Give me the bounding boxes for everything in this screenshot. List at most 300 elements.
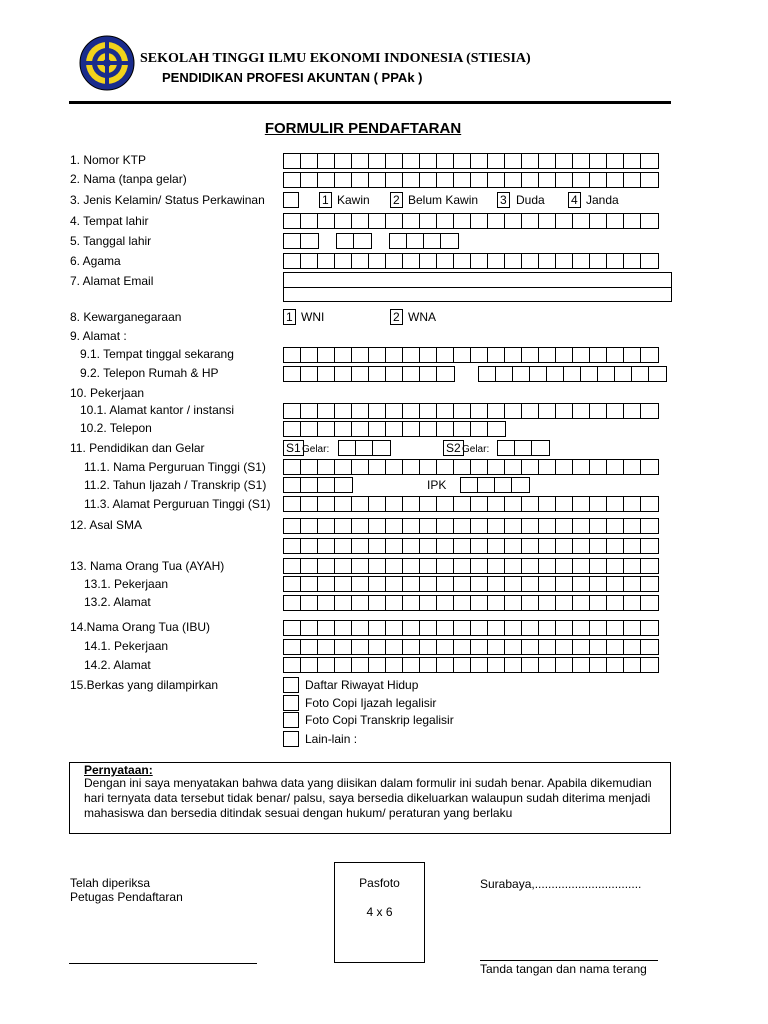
input-cell[interactable]: [403, 348, 420, 362]
input-cell[interactable]: [471, 497, 488, 511]
input-cell[interactable]: [539, 539, 556, 553]
input-cell[interactable]: [590, 254, 607, 268]
input-cell[interactable]: [403, 577, 420, 591]
input-cell[interactable]: [607, 254, 624, 268]
input-cell[interactable]: [335, 422, 352, 436]
input-cell[interactable]: [522, 460, 539, 474]
input-cell[interactable]: [335, 478, 352, 492]
input-cell[interactable]: [522, 596, 539, 610]
input-cell[interactable]: [301, 658, 318, 672]
input-cell[interactable]: [386, 658, 403, 672]
input-cell[interactable]: [505, 658, 522, 672]
input-cell[interactable]: [515, 441, 532, 455]
input-hp[interactable]: [478, 366, 667, 382]
checkbox-riwayat-hidup[interactable]: [283, 677, 299, 693]
input-cell[interactable]: [539, 214, 556, 228]
input-cell[interactable]: [624, 640, 641, 654]
input-cell[interactable]: [284, 154, 301, 168]
input-cell[interactable]: [437, 497, 454, 511]
input-cell[interactable]: [318, 404, 335, 418]
input-cell[interactable]: [352, 254, 369, 268]
input-cell[interactable]: [641, 348, 658, 362]
input-cell[interactable]: [318, 460, 335, 474]
input-cell[interactable]: [352, 596, 369, 610]
input-cell[interactable]: [488, 621, 505, 635]
input-cell[interactable]: [556, 577, 573, 591]
input-cell[interactable]: [284, 621, 301, 635]
input-cell[interactable]: [590, 154, 607, 168]
input-cell[interactable]: [488, 348, 505, 362]
input-cell[interactable]: [407, 234, 424, 248]
input-cell[interactable]: [284, 519, 301, 533]
input-cell[interactable]: [318, 173, 335, 187]
input-cell[interactable]: [505, 621, 522, 635]
input-cell[interactable]: [573, 559, 590, 573]
input-cell[interactable]: [369, 577, 386, 591]
input-cell[interactable]: [318, 367, 335, 381]
input-cell[interactable]: [335, 214, 352, 228]
input-cell[interactable]: [488, 539, 505, 553]
input-cell[interactable]: [505, 214, 522, 228]
input-cell[interactable]: [539, 497, 556, 511]
input-cell[interactable]: [454, 404, 471, 418]
input-cell[interactable]: [590, 539, 607, 553]
input-cell[interactable]: [284, 658, 301, 672]
input-cell[interactable]: [352, 173, 369, 187]
input-cell[interactable]: [318, 214, 335, 228]
input-nama-ayah[interactable]: [283, 558, 659, 574]
input-cell[interactable]: [454, 497, 471, 511]
input-cell[interactable]: [513, 367, 530, 381]
input-cell[interactable]: [471, 596, 488, 610]
input-cell[interactable]: [454, 539, 471, 553]
input-cell[interactable]: [641, 173, 658, 187]
input-cell[interactable]: [352, 497, 369, 511]
input-cell[interactable]: [607, 640, 624, 654]
input-cell[interactable]: [335, 460, 352, 474]
input-cell[interactable]: [641, 214, 658, 228]
input-cell[interactable]: [607, 460, 624, 474]
input-cell[interactable]: [454, 254, 471, 268]
input-cell[interactable]: [386, 173, 403, 187]
input-cell[interactable]: [522, 539, 539, 553]
input-cell[interactable]: [624, 621, 641, 635]
input-cell[interactable]: [556, 621, 573, 635]
input-cell[interactable]: [488, 422, 505, 436]
input-gelar-s1[interactable]: [338, 440, 391, 456]
input-cell[interactable]: [624, 460, 641, 474]
input-cell[interactable]: [641, 559, 658, 573]
input-cell[interactable]: [369, 596, 386, 610]
input-cell[interactable]: [607, 596, 624, 610]
input-cell[interactable]: [479, 367, 496, 381]
input-cell[interactable]: [352, 154, 369, 168]
input-cell[interactable]: [420, 173, 437, 187]
status-num-kawin[interactable]: 1: [319, 192, 332, 208]
input-cell[interactable]: [488, 154, 505, 168]
input-nama-pt[interactable]: [283, 459, 659, 475]
input-cell[interactable]: [512, 478, 529, 492]
input-cell[interactable]: [539, 640, 556, 654]
input-cell[interactable]: [522, 658, 539, 672]
input-cell[interactable]: [284, 254, 301, 268]
input-cell[interactable]: [471, 404, 488, 418]
input-cell[interactable]: [556, 214, 573, 228]
input-cell[interactable]: [454, 519, 471, 533]
input-cell[interactable]: [532, 441, 549, 455]
input-cell[interactable]: [284, 234, 301, 248]
input-cell[interactable]: [556, 404, 573, 418]
input-cell[interactable]: [454, 640, 471, 654]
input-tahun-ijazah[interactable]: [283, 477, 353, 493]
input-cell[interactable]: [301, 596, 318, 610]
input-cell[interactable]: [284, 539, 301, 553]
input-gelar-s2[interactable]: [497, 440, 550, 456]
gender-box[interactable]: [283, 192, 299, 208]
input-cell[interactable]: [352, 539, 369, 553]
input-cell[interactable]: [386, 254, 403, 268]
input-pekerjaan-ibu[interactable]: [283, 639, 659, 655]
input-cell[interactable]: [369, 640, 386, 654]
input-cell[interactable]: [498, 441, 515, 455]
input-cell[interactable]: [284, 367, 301, 381]
input-cell[interactable]: [607, 214, 624, 228]
input-tempat-lahir[interactable]: [283, 213, 659, 229]
input-tanggal-day[interactable]: [283, 233, 319, 249]
input-cell[interactable]: [420, 539, 437, 553]
input-cell[interactable]: [369, 559, 386, 573]
input-cell[interactable]: [369, 539, 386, 553]
input-cell[interactable]: [624, 173, 641, 187]
input-cell[interactable]: [522, 559, 539, 573]
status-num-janda[interactable]: 4: [568, 192, 581, 208]
input-cell[interactable]: [471, 621, 488, 635]
input-agama[interactable]: [283, 253, 659, 269]
input-cell[interactable]: [420, 577, 437, 591]
input-cell[interactable]: [607, 621, 624, 635]
input-cell[interactable]: [356, 441, 373, 455]
input-cell[interactable]: [573, 154, 590, 168]
input-cell[interactable]: [615, 367, 632, 381]
input-cell[interactable]: [539, 577, 556, 591]
input-cell[interactable]: [301, 478, 318, 492]
input-cell[interactable]: [488, 519, 505, 533]
input-cell[interactable]: [420, 460, 437, 474]
input-asal-sma-1[interactable]: [283, 518, 659, 534]
input-cell[interactable]: [335, 621, 352, 635]
input-cell[interactable]: [318, 539, 335, 553]
input-cell[interactable]: [573, 404, 590, 418]
input-cell[interactable]: [607, 173, 624, 187]
input-cell[interactable]: [335, 640, 352, 654]
input-cell[interactable]: [403, 154, 420, 168]
input-cell[interactable]: [556, 658, 573, 672]
input-cell[interactable]: [607, 497, 624, 511]
input-cell[interactable]: [522, 621, 539, 635]
input-cell[interactable]: [539, 254, 556, 268]
input-cell[interactable]: [607, 658, 624, 672]
input-cell[interactable]: [437, 404, 454, 418]
input-cell[interactable]: [454, 559, 471, 573]
checkbox-transkrip[interactable]: [283, 712, 299, 728]
input-nama-ibu[interactable]: [283, 620, 659, 636]
input-cell[interactable]: [573, 621, 590, 635]
input-cell[interactable]: [420, 422, 437, 436]
input-tanggal-month[interactable]: [336, 233, 372, 249]
input-cell[interactable]: [301, 154, 318, 168]
input-cell[interactable]: [556, 460, 573, 474]
input-cell[interactable]: [641, 621, 658, 635]
input-cell[interactable]: [471, 254, 488, 268]
input-cell[interactable]: [539, 519, 556, 533]
input-cell[interactable]: [471, 422, 488, 436]
input-cell[interactable]: [284, 422, 301, 436]
input-cell[interactable]: [590, 658, 607, 672]
input-cell[interactable]: [352, 519, 369, 533]
input-cell[interactable]: [649, 367, 666, 381]
input-cell[interactable]: [369, 348, 386, 362]
input-cell[interactable]: [624, 559, 641, 573]
input-cell[interactable]: [284, 404, 301, 418]
input-cell[interactable]: [284, 478, 301, 492]
input-cell[interactable]: [590, 214, 607, 228]
input-cell[interactable]: [369, 422, 386, 436]
input-cell[interactable]: [522, 519, 539, 533]
input-cell[interactable]: [624, 348, 641, 362]
input-cell[interactable]: [420, 497, 437, 511]
input-cell[interactable]: [624, 497, 641, 511]
input-cell[interactable]: [607, 154, 624, 168]
input-cell[interactable]: [437, 173, 454, 187]
input-cell[interactable]: [335, 154, 352, 168]
input-cell[interactable]: [369, 367, 386, 381]
input-cell[interactable]: [495, 478, 512, 492]
input-cell[interactable]: [556, 497, 573, 511]
input-cell[interactable]: [335, 367, 352, 381]
input-cell[interactable]: [403, 640, 420, 654]
input-cell[interactable]: [386, 154, 403, 168]
input-cell[interactable]: [454, 422, 471, 436]
input-cell[interactable]: [522, 254, 539, 268]
input-alamat-ayah[interactable]: [283, 595, 659, 611]
input-cell[interactable]: [284, 214, 301, 228]
input-cell[interactable]: [590, 519, 607, 533]
input-cell[interactable]: [386, 621, 403, 635]
input-cell[interactable]: [581, 367, 598, 381]
input-cell[interactable]: [369, 173, 386, 187]
input-cell[interactable]: [641, 658, 658, 672]
input-cell[interactable]: [573, 173, 590, 187]
input-cell[interactable]: [284, 460, 301, 474]
input-cell[interactable]: [607, 404, 624, 418]
input-cell[interactable]: [590, 404, 607, 418]
input-cell[interactable]: [335, 173, 352, 187]
input-cell[interactable]: [352, 577, 369, 591]
input-cell[interactable]: [624, 596, 641, 610]
input-cell[interactable]: [420, 658, 437, 672]
input-cell[interactable]: [471, 214, 488, 228]
input-cell[interactable]: [607, 539, 624, 553]
input-cell[interactable]: [641, 640, 658, 654]
input-cell[interactable]: [590, 348, 607, 362]
input-cell[interactable]: [437, 254, 454, 268]
input-cell[interactable]: [556, 173, 573, 187]
input-cell[interactable]: [373, 441, 390, 455]
input-cell[interactable]: [386, 367, 403, 381]
input-cell[interactable]: [454, 577, 471, 591]
input-cell[interactable]: [318, 640, 335, 654]
input-cell[interactable]: [403, 658, 420, 672]
input-cell[interactable]: [488, 559, 505, 573]
input-cell[interactable]: [505, 460, 522, 474]
input-cell[interactable]: [505, 519, 522, 533]
input-cell[interactable]: [339, 441, 356, 455]
input-cell[interactable]: [403, 254, 420, 268]
input-cell[interactable]: [369, 254, 386, 268]
input-cell[interactable]: [424, 234, 441, 248]
input-cell[interactable]: [641, 497, 658, 511]
input-cell[interactable]: [301, 234, 318, 248]
input-cell[interactable]: [386, 539, 403, 553]
input-cell[interactable]: [284, 497, 301, 511]
input-cell[interactable]: [522, 214, 539, 228]
input-cell[interactable]: [547, 367, 564, 381]
input-cell[interactable]: [369, 621, 386, 635]
input-cell[interactable]: [301, 497, 318, 511]
input-cell[interactable]: [284, 348, 301, 362]
input-cell[interactable]: [369, 460, 386, 474]
input-cell[interactable]: [301, 640, 318, 654]
input-cell[interactable]: [437, 621, 454, 635]
input-cell[interactable]: [437, 348, 454, 362]
input-cell[interactable]: [471, 154, 488, 168]
input-cell[interactable]: [386, 497, 403, 511]
input-cell[interactable]: [573, 497, 590, 511]
input-cell[interactable]: [403, 621, 420, 635]
checkbox-ijazah[interactable]: [283, 695, 299, 711]
input-cell[interactable]: [556, 559, 573, 573]
input-cell[interactable]: [556, 254, 573, 268]
input-cell[interactable]: [386, 640, 403, 654]
input-ktp[interactable]: [283, 153, 659, 169]
input-cell[interactable]: [471, 519, 488, 533]
input-cell[interactable]: [505, 577, 522, 591]
input-cell[interactable]: [624, 577, 641, 591]
input-cell[interactable]: [284, 577, 301, 591]
input-cell[interactable]: [539, 348, 556, 362]
input-cell[interactable]: [488, 497, 505, 511]
input-cell[interactable]: [488, 404, 505, 418]
input-cell[interactable]: [369, 519, 386, 533]
input-cell[interactable]: [437, 559, 454, 573]
input-cell[interactable]: [522, 577, 539, 591]
input-cell[interactable]: [590, 460, 607, 474]
input-cell[interactable]: [539, 596, 556, 610]
input-cell[interactable]: [301, 539, 318, 553]
input-cell[interactable]: [386, 559, 403, 573]
input-cell[interactable]: [337, 234, 354, 248]
input-cell[interactable]: [471, 559, 488, 573]
input-cell[interactable]: [556, 154, 573, 168]
input-cell[interactable]: [335, 658, 352, 672]
input-cell[interactable]: [573, 519, 590, 533]
input-cell[interactable]: [590, 173, 607, 187]
input-cell[interactable]: [403, 173, 420, 187]
input-cell[interactable]: [437, 154, 454, 168]
input-cell[interactable]: [335, 596, 352, 610]
input-cell[interactable]: [301, 348, 318, 362]
input-cell[interactable]: [420, 559, 437, 573]
input-cell[interactable]: [335, 348, 352, 362]
input-cell[interactable]: [471, 658, 488, 672]
input-cell[interactable]: [488, 658, 505, 672]
input-nama[interactable]: [283, 172, 659, 188]
input-cell[interactable]: [522, 154, 539, 168]
input-cell[interactable]: [403, 559, 420, 573]
input-cell[interactable]: [284, 559, 301, 573]
input-cell[interactable]: [573, 214, 590, 228]
input-cell[interactable]: [420, 367, 437, 381]
input-cell[interactable]: [590, 497, 607, 511]
input-cell[interactable]: [420, 254, 437, 268]
input-cell[interactable]: [641, 596, 658, 610]
input-cell[interactable]: [573, 596, 590, 610]
input-asal-sma-2[interactable]: [283, 538, 659, 554]
input-cell[interactable]: [573, 577, 590, 591]
input-cell[interactable]: [488, 460, 505, 474]
input-cell[interactable]: [352, 404, 369, 418]
input-cell[interactable]: [352, 348, 369, 362]
input-cell[interactable]: [454, 658, 471, 672]
input-cell[interactable]: [437, 658, 454, 672]
input-cell[interactable]: [437, 214, 454, 228]
input-cell[interactable]: [556, 348, 573, 362]
input-cell[interactable]: [386, 577, 403, 591]
input-cell[interactable]: [437, 539, 454, 553]
input-cell[interactable]: [386, 404, 403, 418]
input-cell[interactable]: [539, 460, 556, 474]
citizen-num-wni[interactable]: 1: [283, 309, 296, 325]
input-cell[interactable]: [335, 404, 352, 418]
input-cell[interactable]: [437, 367, 454, 381]
input-cell[interactable]: [539, 621, 556, 635]
input-cell[interactable]: [505, 497, 522, 511]
input-cell[interactable]: [420, 596, 437, 610]
input-cell[interactable]: [420, 154, 437, 168]
input-cell[interactable]: [403, 422, 420, 436]
input-cell[interactable]: [335, 577, 352, 591]
input-cell[interactable]: [505, 154, 522, 168]
input-cell[interactable]: [556, 539, 573, 553]
input-cell[interactable]: [607, 348, 624, 362]
input-tempat-tinggal[interactable]: [283, 347, 659, 363]
input-cell[interactable]: [318, 559, 335, 573]
input-cell[interactable]: [471, 640, 488, 654]
input-cell[interactable]: [471, 460, 488, 474]
input-cell[interactable]: [590, 559, 607, 573]
input-cell[interactable]: [369, 497, 386, 511]
input-cell[interactable]: [318, 519, 335, 533]
input-cell[interactable]: [437, 577, 454, 591]
input-cell[interactable]: [624, 658, 641, 672]
input-cell[interactable]: [437, 596, 454, 610]
input-cell[interactable]: [488, 214, 505, 228]
input-cell[interactable]: [403, 539, 420, 553]
input-cell[interactable]: [641, 154, 658, 168]
input-cell[interactable]: [641, 539, 658, 553]
input-cell[interactable]: [488, 254, 505, 268]
input-cell[interactable]: [301, 559, 318, 573]
